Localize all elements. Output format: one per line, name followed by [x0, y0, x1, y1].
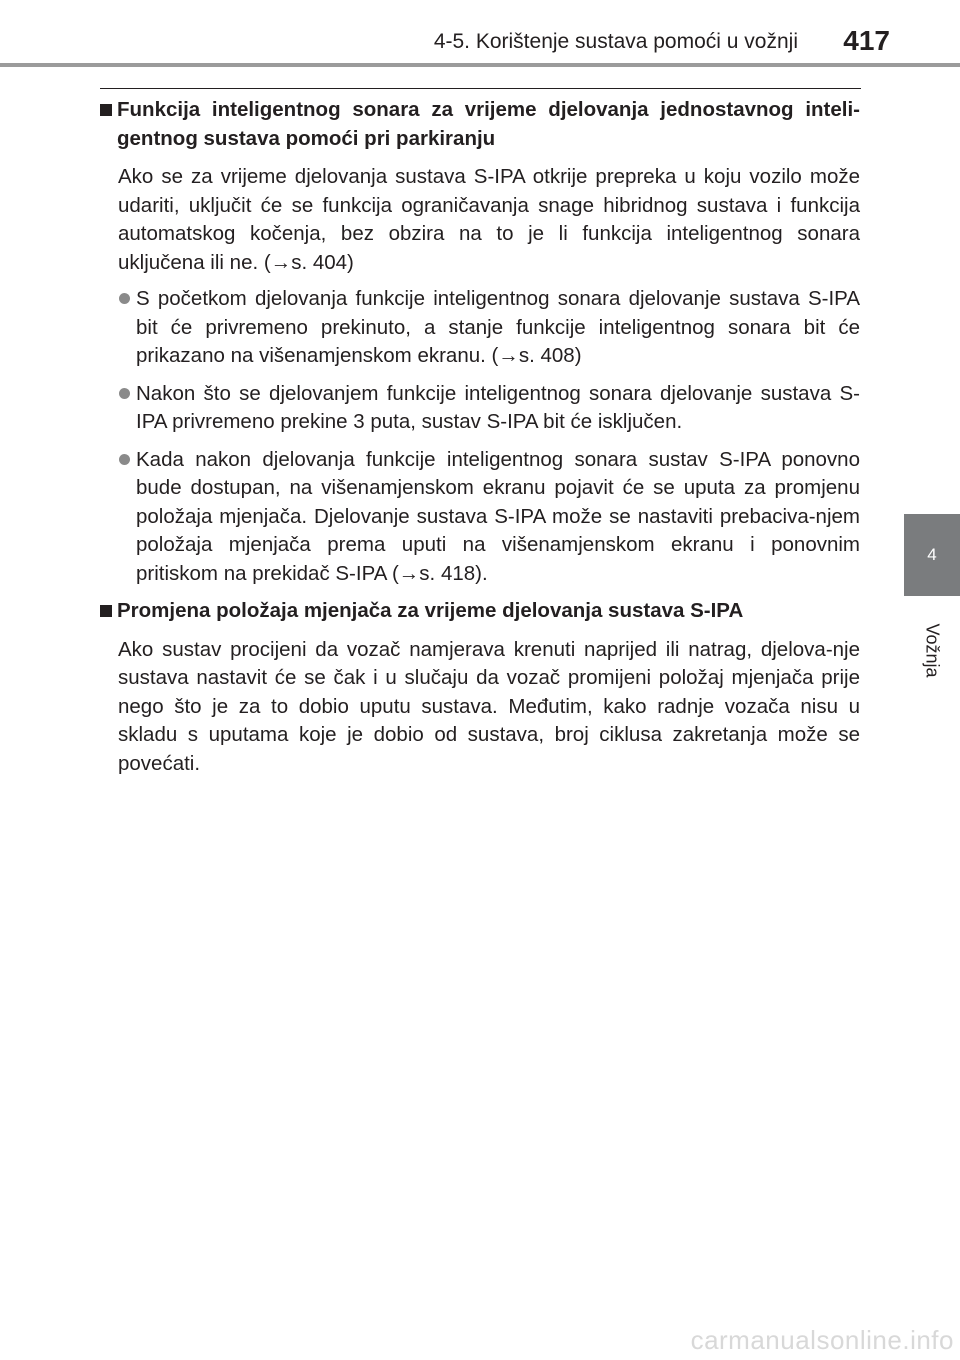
section-heading-text: Funkcija inteligentnog sonara za vrijeme djelovanja jednostavnog inteli-gentnog sustava pomoći pri parkiranju: [117, 98, 860, 150]
list-item: [100, 285, 860, 371]
section-heading: [100, 597, 860, 626]
section-title: 4-5. Korištenje sustava pomoći u vožnji: [433, 30, 798, 53]
list-item: [100, 380, 860, 437]
list-item-text: S početkom djelovanja funkcije inteligentnog sonara djelovanje sustava S-IPA bit će privremeno prekinuto, a stanje funkcije inteligentnog sonara bit će prikazano na višenamjenskom ekranu. (→s. 408): [136, 287, 860, 367]
section-heading-text: Promjena položaja mjenjača za vrijeme djelovanja sustava S-IPA: [117, 599, 744, 622]
page-number: 417: [843, 25, 890, 56]
circle-bullet-icon: [119, 454, 130, 465]
square-bullet-icon: [100, 104, 112, 116]
square-bullet-icon: [100, 605, 112, 617]
list-item-text: Nakon što se djelovanjem funkcije inteligentnog sonara djelovanje sustava S-IPA privremeno prekine 3 puta, sustav S-IPA bit će isključen.: [136, 381, 860, 433]
chapter-name: Vožnja: [922, 623, 943, 678]
circle-bullet-icon: [119, 293, 130, 304]
body-paragraph: Ako se za vrijeme djelovanja sustava S-IPA otkrije prepreka u koju vozilo može udariti, uključit će se funkcija ograničavanja snage hibridnog sustava i funkcija automatskog kočenja, bez obzira na to je li funkcija inteligentnog sonara uključena ili ne. (→s. 404): [118, 165, 860, 274]
page-content: [100, 96, 860, 786]
chapter-tab[interactable]: [904, 514, 960, 596]
list-item-text: Kada nakon djelovanja funkcije inteligentnog sonara sustav S-IPA ponovno bude dostupan, na višenamjenskom ekranu pojavit će se uputa za promjenu položaja mjenjača. Djelovanje sustava S-IPA može se nastaviti prebaciva-njem položaja mjenjača prema uputi na višenamjenskom ekranu i ponovnim pritiskom na prekidač S-IPA (→s. 418).: [136, 447, 860, 585]
watermark: carmanualsonline.info: [690, 1325, 954, 1355]
list-item: [100, 446, 860, 589]
chapter-number: 4: [927, 545, 937, 564]
section-heading: [100, 96, 860, 153]
header-divider: [0, 63, 960, 67]
content-divider: [100, 88, 861, 89]
circle-bullet-icon: [119, 388, 130, 399]
body-paragraph: Ako sustav procijeni da vozač namjerava krenuti naprijed ili natrag, djelova-nje sustava nastavit će se čak i u slučaju da vozač promijeni položaj mjenjača prije nego što je za to dobio uputu sustava. Međutim, kako radnje vozača nisu u skladu s uputama koje je dobio od sustava, broj ciklusa zakretanja može se povećati.: [118, 637, 860, 775]
